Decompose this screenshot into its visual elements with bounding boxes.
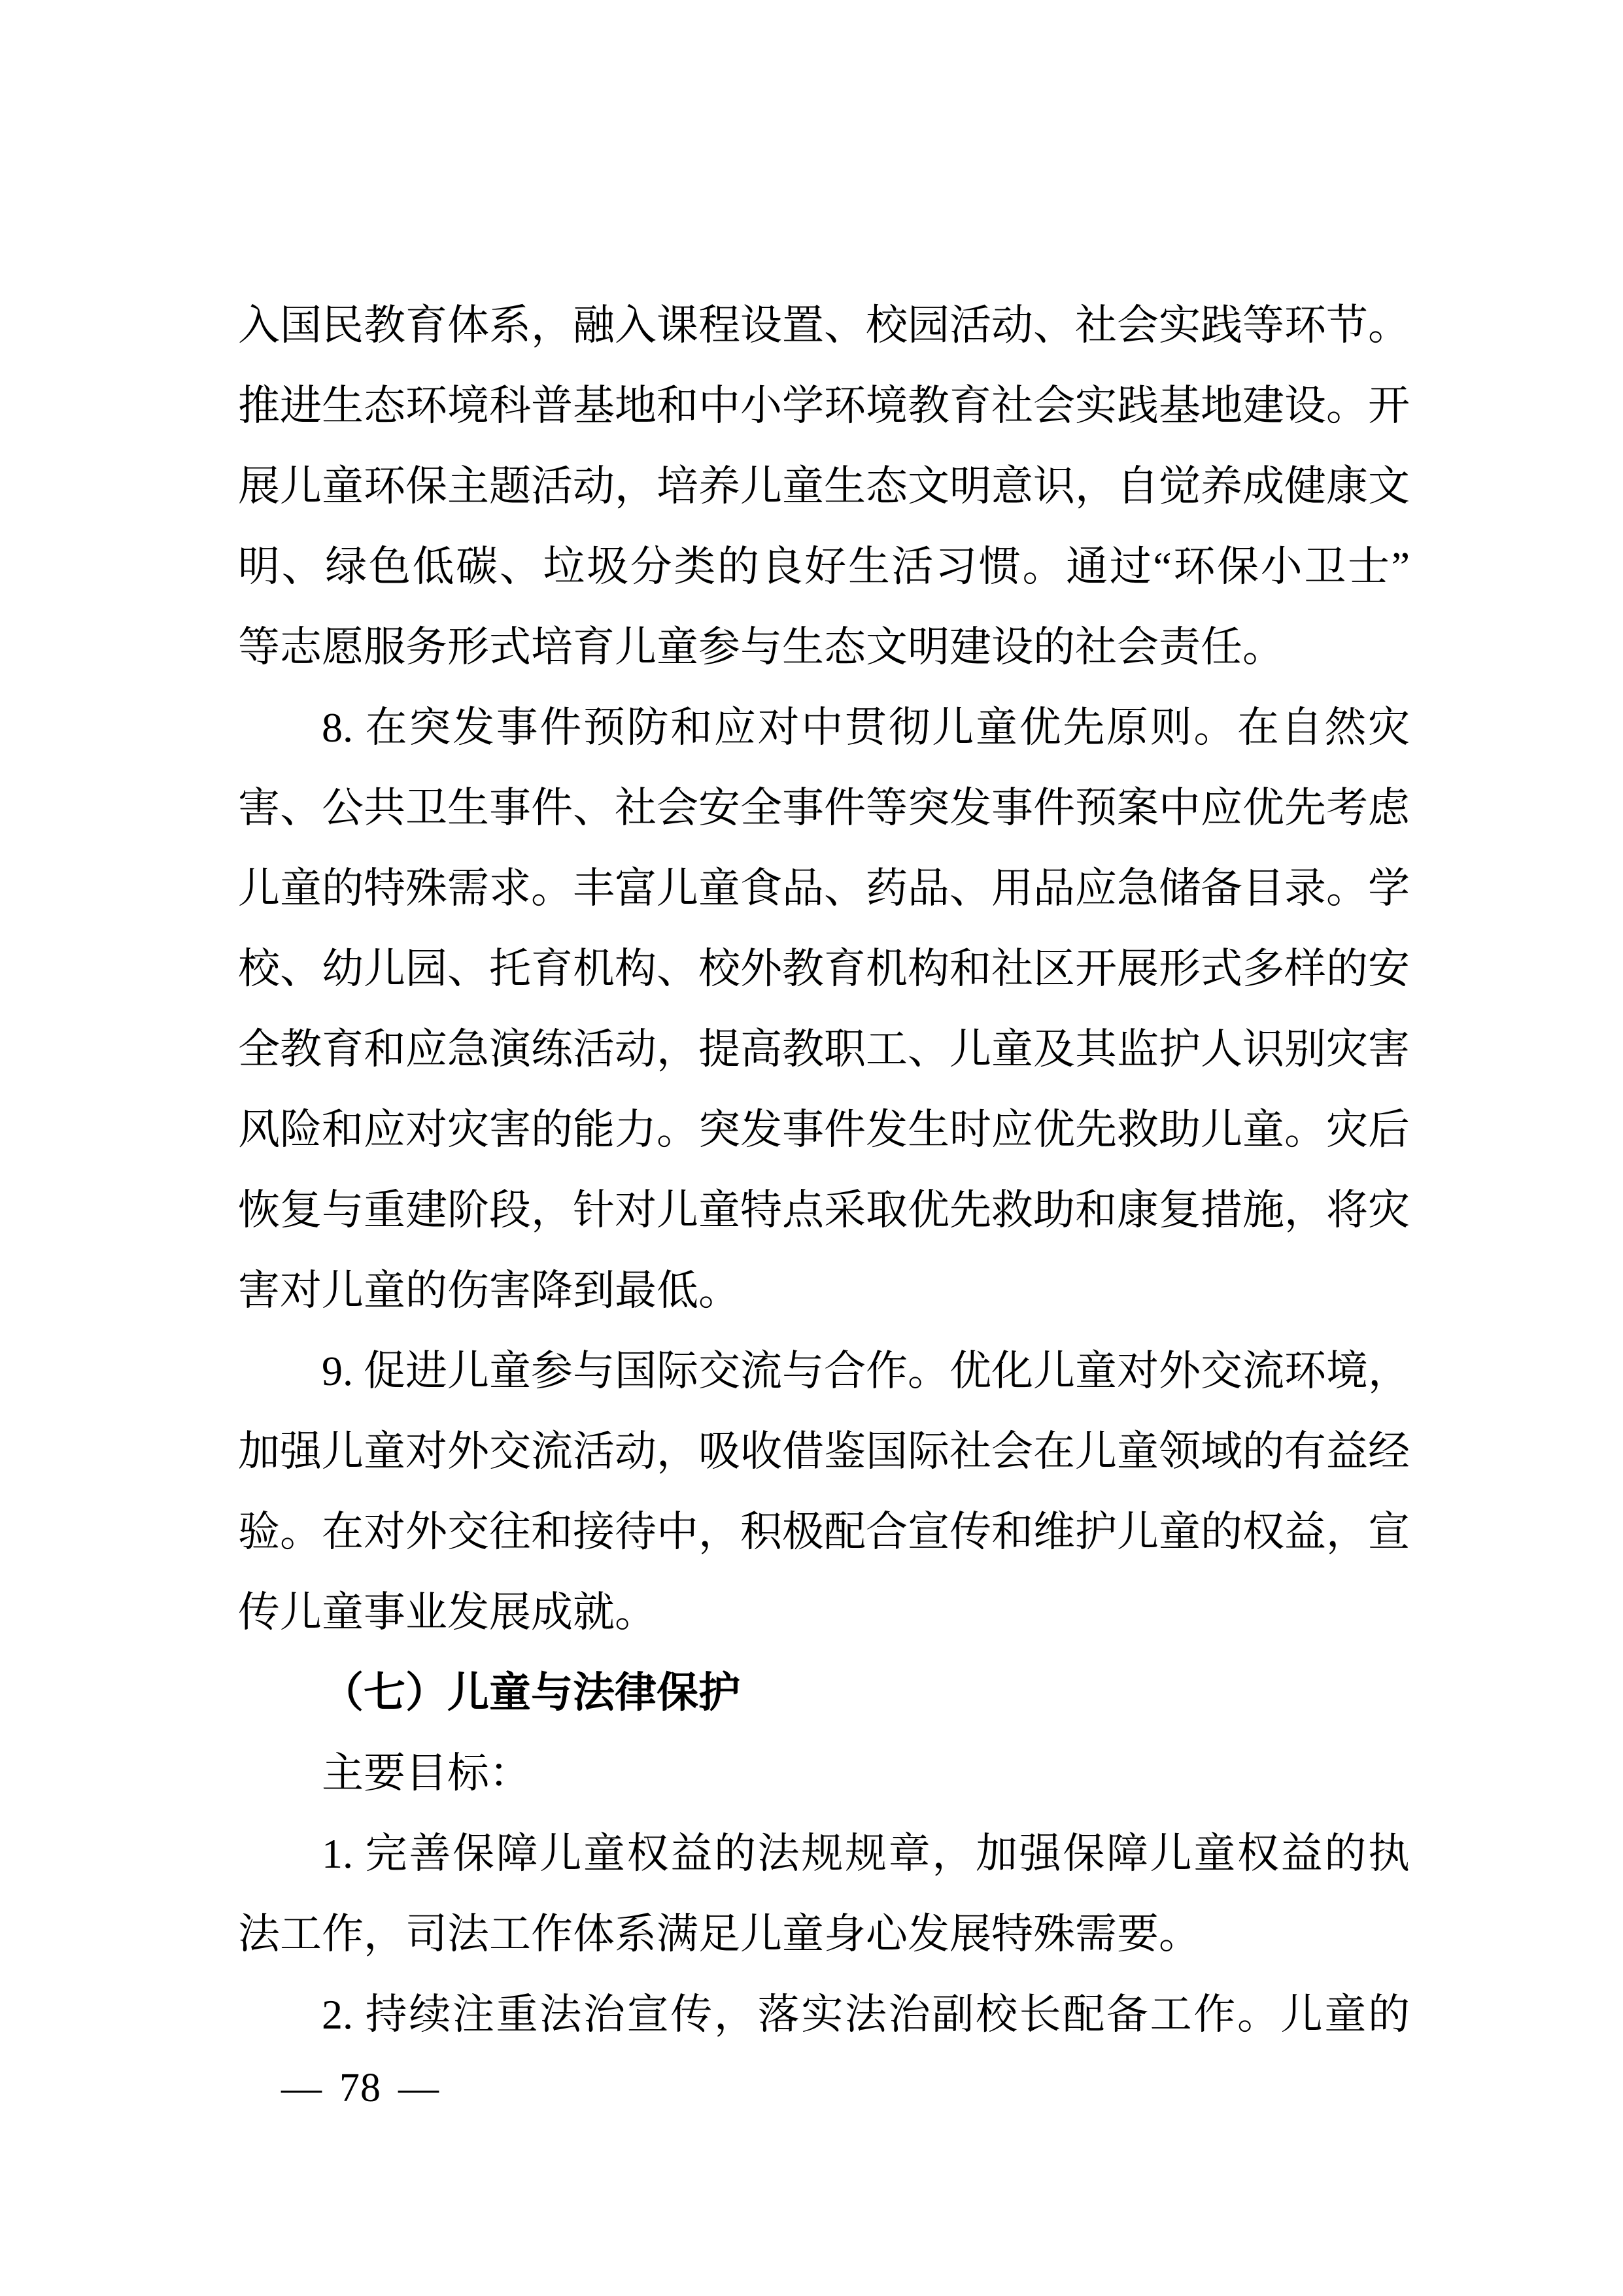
text-line-item-9: 9. 促进儿童参与国际交流与合作。优化儿童对外交流环境，: [322, 1348, 1410, 1394]
text-line: 儿童的特殊需求。丰富儿童食品、药品、用品应急储备目录。学: [238, 865, 1410, 912]
text-line: 全教育和应急演练活动，提高教职工、儿童及其监护人识别灾害: [238, 1026, 1410, 1072]
text-line: 校、幼儿园、托育机构、校外教育机构和社区开展形式多样的安: [238, 946, 1410, 992]
footer-dash-right: —: [398, 2066, 439, 2110]
text-line: 害、公共卫生事件、社会安全事件等突发事件预案中应优先考虑: [238, 785, 1410, 831]
text-line: 传儿童事业发展成就。: [238, 1589, 657, 1636]
page-footer: [281, 2064, 439, 2112]
footer-dash-left: —: [281, 2066, 322, 2110]
text-line: 明、绿色低碳、垃圾分类的良好生活习惯。通过“环保小卫士”: [238, 543, 1410, 590]
text-line-item-8: 8. 在突发事件预防和应对中贯彻儿童优先原则。在自然灾: [322, 704, 1410, 751]
text-line: 恢复与重建阶段，针对儿童特点采取优先救助和康复措施，将灾: [238, 1187, 1410, 1233]
document-body: [238, 285, 1410, 2055]
text-line-item-1: 1. 完善保障儿童权益的法规规章，加强保障儿童权益的执: [322, 1830, 1410, 1877]
text-line: 推进生态环境科普基地和中小学环境教育社会实践基地建设。开: [238, 383, 1410, 429]
text-line-subheading: 主要目标：: [322, 1750, 531, 1796]
text-line: 加强儿童对外交流活动，吸收借鉴国际社会在儿童领域的有益经: [238, 1428, 1410, 1475]
text-line-item-2: 2. 持续注重法治宣传，落实法治副校长配备工作。儿童的: [322, 1991, 1410, 2038]
section-heading: （七）儿童与法律保护: [322, 1670, 740, 1716]
page-number: 78: [339, 2066, 381, 2110]
text-line: 等志愿服务形式培育儿童参与生态文明建设的社会责任。: [238, 624, 1284, 670]
text-line: 展儿童环保主题活动，培养儿童生态文明意识，自觉养成健康文: [238, 463, 1410, 509]
text-line: 验。在对外交往和接待中，积极配合宣传和维护儿童的权益，宣: [238, 1509, 1410, 1555]
text-line: 风险和应对灾害的能力。突发事件发生时应优先救助儿童。灾后: [238, 1106, 1410, 1153]
text-line: 入国民教育体系，融入课程设置、校园活动、社会实践等环节。: [238, 302, 1410, 349]
text-line: 害对儿童的伤害降到最低。: [238, 1267, 740, 1314]
text-line: 法工作，司法工作体系满足儿童身心发展特殊需要。: [238, 1911, 1201, 1957]
